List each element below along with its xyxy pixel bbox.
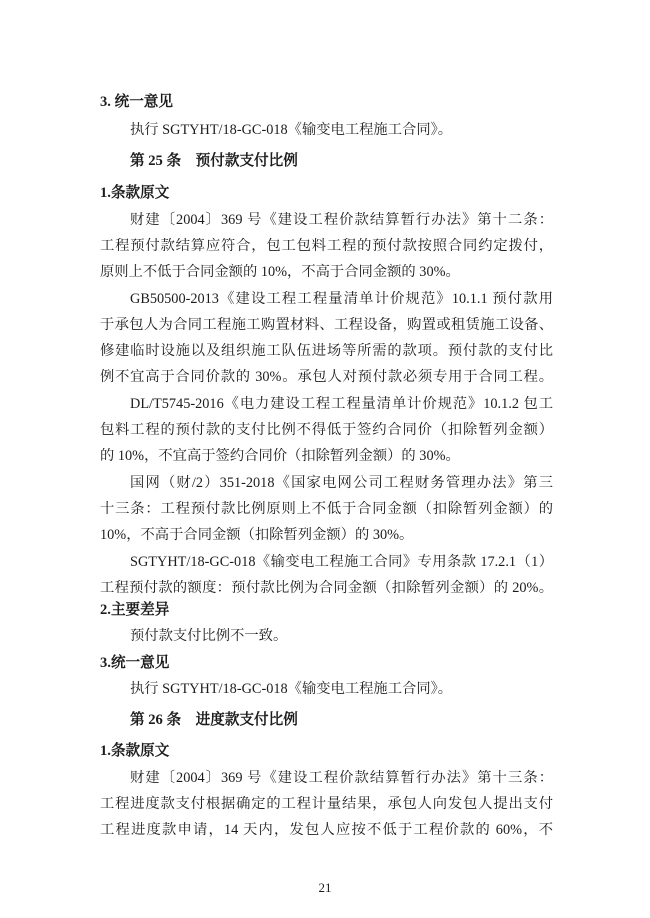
- clause-text-line: SGTYHT/18-GC-018《输变电工程施工合同》专用条款 17.2.1（1）: [130, 554, 553, 570]
- clause-text-line: DL/T5745-2016《电力建设工程工程量清单计价规范》10.1.2 包工: [130, 396, 553, 412]
- clause-text-line: 工程进度款支付根据确定的工程计量结果，承包人向发包人提出支付: [100, 796, 553, 812]
- unified-opinion-text: 执行 SGTYHT/18-GC-018《输变电工程施工合同》。: [130, 122, 453, 138]
- clause-text-line: GB50500-2013《建设工程工程量清单计价规范》10.1.1 预付款用: [130, 291, 553, 307]
- clause-text-line: 财建〔2004〕369 号《建设工程价款结算暂行办法》第十二条：: [130, 212, 553, 228]
- section-heading-original-clauses: 1.条款原文: [100, 185, 170, 201]
- clause-text-line: 包料工程的预付款的支付比例不得低于签约合同价（扣除暂列金额）: [100, 422, 553, 438]
- clause-text-line: 10%，不高于合同金额（扣除暂列金额）的 30%。: [100, 527, 414, 543]
- section-heading-main-differences: 2.主要差异: [100, 602, 170, 618]
- main-differences-text: 预付款支付比例不一致。: [130, 628, 288, 644]
- clause-text-line: 国网（财/2）351-2018《国家电网公司工程财务管理办法》第三: [130, 475, 553, 491]
- clause-text-line: 修建临时设施以及组织施工队伍进场等所需的款项。预付款的支付比: [100, 343, 553, 359]
- clause-text-line: 十三条：工程预付款比例原则上不低于合同金额（扣除暂列金额）的: [100, 501, 553, 517]
- clause-text-line: 工程预付款结算应符合，包工包料工程的预付款按照合同约定拨付，: [100, 238, 553, 254]
- page-number: 21: [318, 880, 332, 895]
- clause-text-line: 工程预付款的额度：预付款比例为合同金额（扣除暂列金额）的 20%。: [100, 580, 553, 596]
- section-heading-original-clauses: 1.条款原文: [100, 743, 170, 759]
- section-heading-unified-opinion: 3. 统一意见: [100, 94, 173, 110]
- section-heading-unified-opinion: 3.统一意见: [100, 655, 170, 671]
- clause-text-line: 工程进度款申请，14 天内，发包人应按不低于工程价款的 60%，不: [100, 822, 553, 838]
- clause-text-line: 的 10%，不宜高于签约合同价（扣除暂列金额）的 30%。: [100, 448, 460, 464]
- clause-text-line: 例不宜高于合同价款的 30%。承包人对预付款必须专用于合同工程。: [100, 369, 553, 385]
- article-title-25: 第 25 条 预付款支付比例: [130, 153, 298, 169]
- clause-text-line: 财建〔2004〕369 号《建设工程价款结算暂行办法》第十三条：: [130, 770, 553, 786]
- article-title-26: 第 26 条 进度款支付比例: [130, 712, 298, 728]
- unified-opinion-text: 执行 SGTYHT/18-GC-018《输变电工程施工合同》。: [130, 681, 453, 697]
- clause-text-line: 于承包人为合同工程施工购置材料、工程设备，购置或租赁施工设备、: [100, 317, 553, 333]
- clause-text-line: 原则上不低于合同金额的 10%，不高于合同金额的 30%。: [100, 264, 460, 280]
